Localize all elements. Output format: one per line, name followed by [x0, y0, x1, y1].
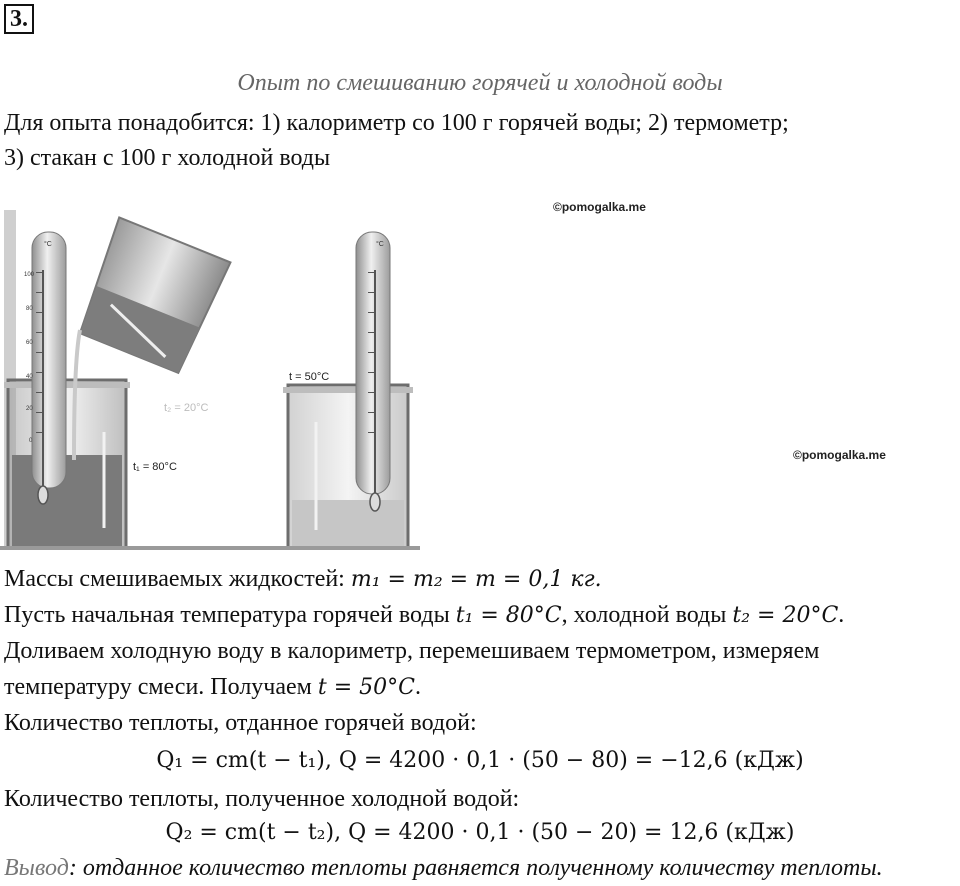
experiment-illustration [0, 210, 420, 555]
watermark-middle: ©pomogalka.me [793, 448, 886, 462]
thermometer-unit-left: °C [44, 241, 52, 248]
heat-received-formula: Q₂ = cm(t − t₂), Q = 4200 · 0,1 · (50 − 20) = 12,6 (кДж) [165, 820, 795, 845]
heat-received-label: Количество теплоты, полученное холодной водой: [4, 786, 520, 812]
formula-t2: t₂ = 20°C [732, 603, 839, 628]
formula-t1: t₁ = 80°C [455, 603, 562, 628]
tick-60-left: 60 [26, 340, 33, 346]
heat-given-label: Количество теплоты, отданное горячей водой: [4, 710, 477, 736]
intro-line-2: 3) стакан с 100 г холодной воды [4, 145, 331, 171]
thermometer-right [356, 232, 390, 511]
temps-line: Пусть начальная температура горячей воды t₁ = 80°C, холодной воды t₂ = 20°C. [4, 602, 845, 628]
conclusion [4, 855, 883, 882]
intro-line-1: Для опыта понадобится: 1) калориметр со 100 г горячей воды; 2) термометр; [4, 110, 789, 136]
tick-0-left: 0 [29, 438, 33, 444]
formula-t-mix: t = 50°C [317, 675, 415, 700]
tick-80-left: 80 [26, 306, 33, 312]
label-t: t = 50°C [289, 371, 330, 383]
mix-line-2: температуру смеси. Получаем t = 50°C. [4, 674, 421, 700]
tick-20-left: 20 [26, 406, 33, 412]
watermark-top: ©pomogalka.me [553, 200, 646, 214]
masses-formula: m₁ = m₂ = m = 0,1 кг. [350, 567, 602, 592]
mix-line-1: Доливаем холодную воду в калориметр, перемешиваем термометром, измеряем [4, 638, 820, 664]
label-t1: t₁ = 80°C [133, 461, 177, 473]
table-surface [0, 546, 420, 550]
task-number: 3. [4, 4, 34, 34]
tick-40-left: 40 [26, 374, 33, 380]
label-t2: t₂ = 20°C [164, 402, 209, 414]
experiment-subtitle: Опыт по смешиванию горячей и холодной воды [237, 70, 723, 96]
masses-line: Массы смешиваемых жидкостей: m₁ = m₂ = m = 0,1 кг. [4, 566, 602, 592]
thermometer-unit-right: °C [376, 241, 384, 248]
heat-given-formula: Q₁ = cm(t − t₁), Q = 4200 · 0,1 · (50 − 80) = −12,6 (кДж) [156, 748, 804, 773]
tick-100-left: 100 [24, 272, 35, 278]
conclusion-text: : отданное количество теплоты равняется полученному количеству теплоты. [68, 855, 883, 881]
calorimeter-beaker [4, 380, 130, 548]
conclusion-label: Вывод [4, 855, 69, 881]
thermometer-left [32, 232, 66, 504]
mixture-beaker [283, 385, 413, 548]
pouring-cup [74, 217, 231, 375]
